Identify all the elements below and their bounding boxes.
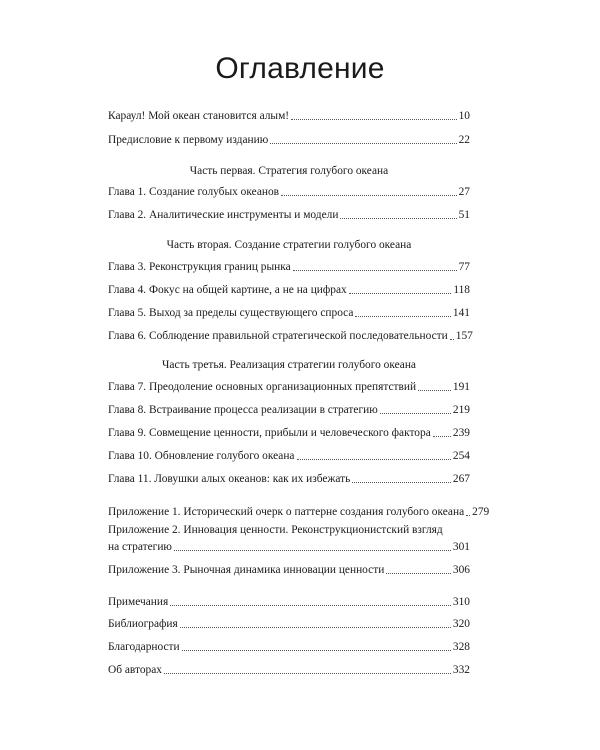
toc-entry-label: Приложение 3. Рыночная динамика инновации ценности — [108, 564, 385, 576]
toc-entry-label: Глава 6. Соблюдение правильной стратегической последовательности — [108, 330, 448, 342]
dot-leader — [164, 673, 451, 674]
toc-page-number: 219 — [452, 404, 470, 416]
dot-leader — [340, 218, 456, 219]
toc-entry-label: Глава 11. Ловушки алых океанов: как их избежать — [108, 473, 351, 485]
toc-entry[interactable] — [108, 380, 470, 394]
toc-entry-label: Примечания — [108, 596, 169, 608]
toc-entry-label: на стратегию — [108, 541, 172, 553]
toc-entry[interactable] — [108, 185, 470, 199]
toc-page-number: 10 — [458, 110, 470, 122]
toc-entry[interactable] — [108, 663, 470, 677]
toc-entry[interactable] — [108, 306, 470, 320]
toc-entry[interactable] — [108, 283, 470, 297]
toc-entry-label: Глава 1. Создание голубых океанов — [108, 186, 280, 198]
dot-leader — [182, 650, 451, 651]
toc-entry[interactable] — [108, 403, 470, 417]
toc-page-number: 157 — [455, 330, 473, 342]
dot-leader — [174, 550, 451, 551]
toc-page-number: 254 — [452, 450, 470, 462]
dot-leader — [380, 413, 451, 414]
toc-page-number: 306 — [452, 564, 470, 576]
toc-page-number: 332 — [452, 664, 470, 676]
part-heading: Часть вторая. Создание стратегии голубого океана — [166, 239, 412, 251]
toc-entry-label: Глава 3. Реконструкция границ рынка — [108, 261, 291, 273]
dot-leader — [418, 390, 451, 391]
toc-entry-label: Глава 8. Встраивание процесса реализации в стратегию — [108, 404, 378, 416]
toc-entry-label: Приложение 1. Исторический очерк о паттерне создания голубого океана — [108, 506, 465, 518]
toc-page-number: 328 — [452, 641, 470, 653]
toc-page-number: 310 — [452, 596, 470, 608]
toc-entry-label: Глава 4. Фокус на общей картине, а не на цифрах — [108, 284, 347, 296]
toc-entry-label-line[interactable]: Приложение 2. Инновация ценности. Реконструкционистский взгляд — [108, 524, 443, 536]
toc-entry[interactable] — [108, 449, 470, 463]
toc-page-number: 51 — [458, 209, 470, 221]
toc-entry-label: Благодарности — [108, 641, 180, 653]
toc-page-number: 22 — [458, 134, 470, 146]
toc-page-number: 141 — [452, 307, 470, 319]
dot-leader — [180, 627, 451, 628]
dot-leader — [170, 605, 451, 606]
toc-entry[interactable] — [108, 472, 470, 486]
page-title: Оглавление — [215, 52, 385, 85]
dot-leader — [281, 195, 457, 196]
toc-page-number: 279 — [472, 506, 490, 518]
toc-entry[interactable] — [108, 563, 470, 577]
toc-entry-label: Караул! Мой океан становится алым! — [108, 110, 290, 122]
toc-entry[interactable] — [108, 540, 470, 554]
dot-leader — [293, 270, 457, 271]
toc-entry[interactable] — [108, 617, 470, 631]
toc-entry-label: Библиография — [108, 618, 178, 630]
toc-entry-label: Глава 10. Обновление голубого океана — [108, 450, 295, 462]
toc-entry[interactable] — [108, 505, 490, 519]
toc-entry[interactable] — [108, 426, 470, 440]
toc-entry-label: Глава 7. Преодоление основных организационных препятствий — [108, 381, 417, 393]
toc-entry-label: Предисловие к первому изданию — [108, 134, 269, 146]
part-heading: Часть третья. Реализация стратегии голубого океана — [162, 359, 416, 371]
toc-entry[interactable] — [108, 109, 470, 123]
toc-page-number: 320 — [452, 618, 470, 630]
toc-entry[interactable] — [108, 260, 470, 274]
toc-page-number: 191 — [452, 381, 470, 393]
toc-entry[interactable] — [108, 595, 470, 609]
dot-leader — [297, 459, 451, 460]
toc-page-number: 239 — [452, 427, 470, 439]
dot-leader — [355, 316, 450, 317]
toc-page-number: 77 — [458, 261, 470, 273]
toc-entry[interactable] — [108, 208, 470, 222]
toc-entry-label: Глава 5. Выход за пределы существующего спроса — [108, 307, 354, 319]
toc-entry-label: Глава 9. Совмещение ценности, прибыли и человеческого фактора — [108, 427, 431, 439]
dot-leader — [386, 573, 451, 574]
toc-entry-label: Об авторах — [108, 664, 162, 676]
toc-entry-label: Глава 2. Аналитические инструменты и модели — [108, 209, 339, 221]
toc-entry[interactable] — [108, 133, 470, 147]
toc-page-number: 118 — [453, 284, 470, 296]
toc-entry[interactable] — [108, 640, 470, 654]
toc-page-number: 27 — [458, 186, 470, 198]
part-heading: Часть первая. Стратегия голубого океана — [189, 165, 389, 177]
toc-page-number: 301 — [452, 541, 470, 553]
toc-page-number: 267 — [452, 473, 470, 485]
dot-leader — [270, 143, 456, 144]
dot-leader — [352, 482, 451, 483]
dot-leader — [433, 436, 451, 437]
toc-entry[interactable] — [108, 329, 473, 343]
dot-leader — [291, 119, 457, 120]
dot-leader — [349, 293, 452, 294]
